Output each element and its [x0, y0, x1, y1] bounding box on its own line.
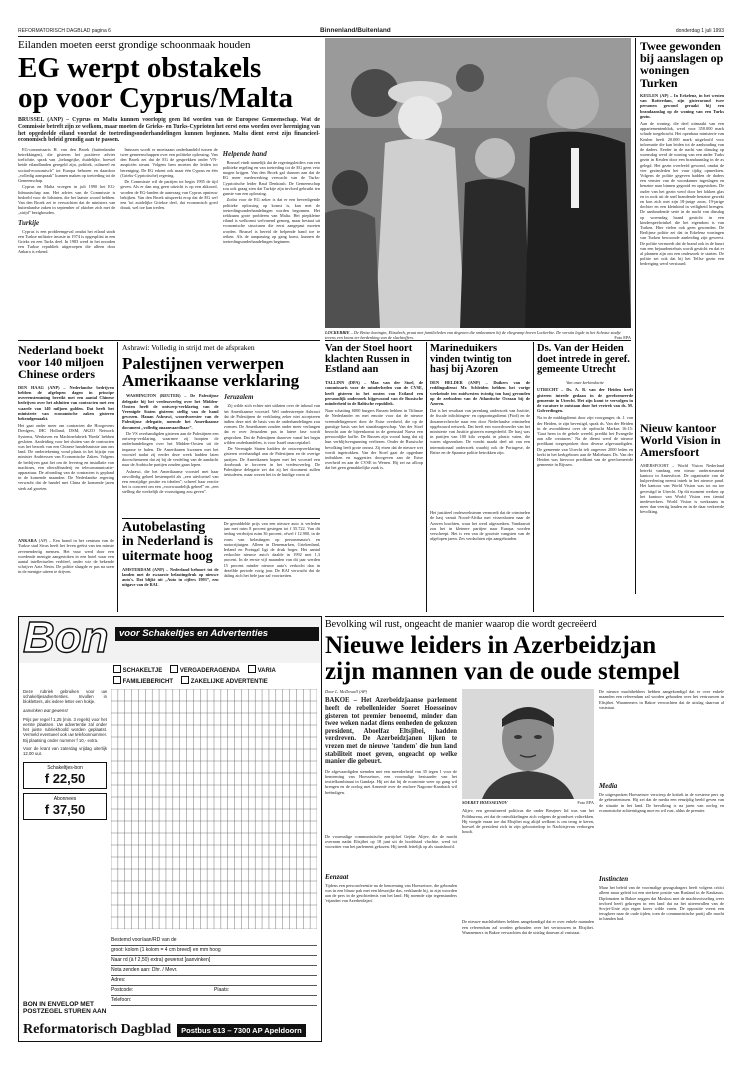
vander-stoel-lead: TALLINN (DPA) – Max van der Stoel, de commissaris voor de minderheden van de CVSE, heeft gisteren in het oosten van Estland een persoonlijk onderzoek bijgewoond van de Russische minderheid in de Baltische republiek. — [325, 380, 423, 406]
coupon-price: f 22,50 — [44, 771, 86, 787]
azerbaijan-subhead-eenzaat: Eenzaat — [325, 872, 349, 881]
checkbox-icon[interactable] — [113, 676, 121, 684]
column-rule — [635, 38, 636, 594]
azerbaijan-headline-line-1: Nieuwe leiders in Azerbeidzjan — [325, 632, 657, 660]
cyprus-paragraph: Intussen wordt er moeizaam onderhandeld tussen de twee gemeenschappen over een politieke oplossing. Van den Broek zei dat de EG de gesprekken onder VN-auspiciën steunt. Volgens hem moeten die leiden tot hereniging. De EG erkent ook maar één Cyprus en één (Grieks-Cypriotische) regering. — [120, 146, 218, 178]
coupon-envelope-line-1: BON IN ENVELOP MET — [23, 1001, 95, 1008]
coupon-prices: Prijs per regel f 1,25 (min. 3 regels) voor het eerste plaatsen. Uw advertentie zal onder het juiste rubriekhoofd worden geplaatst. Vermeld eventueel ook uw telefoonnummer. Bij plaatsing onder nummer f 10,- extra. — [23, 716, 107, 743]
coupon-grid[interactable] — [111, 689, 321, 934]
coupon-address-bar — [19, 1019, 321, 1041]
section-rule — [325, 340, 631, 341]
coupon-field-5[interactable]: Adres: — [111, 976, 317, 986]
azerbaijan-subhead-instincten: Instincten — [599, 875, 629, 884]
azerbaijan-col-3 — [599, 689, 724, 1029]
coupon-fields — [19, 934, 321, 1006]
palestinians-lead: WASHINGTON (REUTER) – De Palestijnse delegatie bij het vredesoverleg over het Midden-Oosten heeft de ontwerp-verklaring van de Verenigde Staten gisteren stellig van de hand gewezen. Hanan Ashrawi, woordvoerster van de Palestijnse delegatie, noemde het Amerikaanse document „volledig onaanvaardbaar”. — [122, 393, 219, 430]
coupon-instructions-column — [19, 689, 111, 934]
lockerbie-caption-text: – De Britse koningin, Elizabeth, praat met familieleden van degenen die omkwamen bij de vliegramp boven Lockerbie. De vorstin legde in het Schotse stadje tevens een krans ter herdenking van de slachtoffers. — [325, 330, 621, 341]
coupon-banner — [19, 617, 321, 663]
cyprus-headline-line-2: op voor Cyprus/Malta — [18, 81, 293, 114]
coupon-options — [109, 663, 321, 687]
palestinians-col-2 — [224, 393, 321, 511]
cyprus-headline-line-1: EG werpt obstakels — [18, 52, 262, 85]
header-left: REFORMATORISCH DAGBLAD pagina 6 — [18, 28, 111, 34]
azerbaijan-paragraph: De voormalige communistische partijchef Gejdar Alijev, die de macht overnam nadat Eltsjibei op 18 juni uit de hoofdstad vluchtte, werd tot voorzitter van het parlement gekozen. Hij treedt feitelijk op als staatshoofd. — [325, 833, 457, 850]
coupon-title: Bon — [23, 616, 109, 662]
azerbaijan-col-2 — [462, 689, 594, 1029]
palestinians-subhead: Jeruzalem — [223, 393, 254, 402]
coupon-field-2[interactable]: groot: kolom (1 kolom = 4 cm breed) en mm hoog — [111, 946, 317, 956]
lockerbie-caption-label: LOCKERBIE — [325, 330, 350, 335]
lockerbie-photo-credit: Foto EPA — [614, 335, 631, 341]
azerbaijan-paragraph: Tijdens een persconferentie na de benoeming van Hoesseinov, die gebonden was in een blauw pak met een kleurrijke das, verklaarde hij, in zijn woorden aan de pers in de geschiedenis van het land. Hij noemde zijn tegenstanders 'vijanden van Azerbeidzjan'. — [325, 882, 457, 904]
coupon-field-4[interactable]: Nota zenden aan: Dhr. / Mevr. — [111, 966, 317, 976]
coupon-option-vergaderagenda[interactable] — [170, 665, 240, 674]
checkbox-icon[interactable] — [248, 665, 256, 673]
cyprus-article — [18, 38, 320, 336]
cyprus-paragraph: EG-commissaris H. van den Broek (buitenlandse betrekkingen), die gisteren het positieve advies toelichtte, sprak van „belangrijke, duidelijke, hoewel beide eilandlanden geregeld zijn, politiek, cultureel en sociaal-economisch” tot Europa behoren en daardoor „volledig aanspraak” kunnen maken op toetreding tot de Gemeenschap. — [18, 146, 116, 183]
marine-body: Dat is het resultaat van jarenlang onderzoek van Justitie, de fiscale inlichtingen- en opsporingsdienst (Fiod) en de douanerecherche naar een door Nederlandse criminelen opgebouwd netwerk. Dat heeft een woordvoerder van het ministerie van Justitie gisteren meegedeeld. De hasj was in partijen van 100 kilo verpakt in plastic vaten, die waren afgezonken. De vondst maakt deel uit van een internationaal onderzoek waarbij ook de Portugese, de Britse en de Spaanse politie betrokken zijn. — [430, 408, 530, 455]
world-vision-body: AMERSFOORT – World Vision Nederland betrekt vandaag een nieuw ondersteunend kantoor in Amersfoort. De organisatie van de hulpverlening neemt intrek in het nieuwe pand. Het kantoor van World Vision was tot nu toe gevestigd in Utrecht. Op dit moment werken op het kantoor van World Vision een tiental medewerkers. World Vision is werkzaam in meer dan veertig landen en in de daar verkeerde bevolking. — [640, 462, 724, 515]
palestinians-paragraph: De Verenigde Staten hadden de ontwerpverklaring gisteren overhandigd aan de Palestijnen en de overige partijen. De Amerikanen hopen met het voorstel een doorbraak te forceren in het vredesoverleg. De Palestijnse delegatie zei dat zij het document zullen bestuderen, maar wezen het in de huidige vorm af. — [223, 446, 320, 478]
coupon-closing: Voor de krant van zaterdag vrijdag uiterlijk 12.00 uur. — [23, 745, 107, 757]
coupon-envelope-notice — [23, 1001, 106, 1015]
autobelasting-lead: AMSTERDAM (ANP) – Nederland behoort tot de landen met de zwaarste belastingdruk op nieuwe auto's. Dat blijkt uit „Auto in cijfers 1993”, een uitgave van de RAI. — [122, 566, 219, 588]
azerbaijan-headline-line-2: zijn mannen van de oude stempel — [325, 657, 680, 685]
coupon-option-label: VERGADERAGENDA — [179, 668, 240, 674]
coupon-paper-name: Reformatorisch Dagblad — [23, 1022, 172, 1037]
section-rule — [122, 518, 320, 519]
world-vision-headline: Nieuw kantoor World Vision in Amersfoort — [640, 420, 721, 460]
marine-body-2: Het justitieel onderzoeksteam vermoedt dat de criminelen de hasj vanuit Noord-Afrika met vissersboten naar de Azoren brachten, waar het werd afgezonken. Vandaaruit zou het in kleinere partijen naar Europa worden verscheept. Het is een van de grootste vangsten van de afgelopen jaren. Zes verdachten zijn aangehouden. — [430, 510, 530, 542]
coupon-option-varia[interactable] — [248, 665, 276, 674]
hoesseinov-photo-credit: Foto EPA — [577, 800, 594, 806]
column-rule — [533, 342, 534, 612]
newspaper-page — [18, 28, 724, 1040]
coupon-option-label: ZAKELIJKE ADVERTENTIE — [190, 679, 268, 685]
lockerbie-photo-image — [325, 38, 631, 328]
section-rule — [18, 340, 320, 341]
cyprus-paragraph: Cyprus is een probleemgeval omdat het eiland sinds een Turkse militaire invasie in 1974 is opgesplitst in een Grieks en een Turks deel. In 1983 werd in het noorden een Turkse republiek uitgeroepen die alleen door Ankara is erkend. — [18, 228, 116, 255]
coupon-strapline: voor Schakeltjes en Advertenties — [115, 627, 319, 641]
coupon-instructions: Deze rubriek gebruiken voor uw schakeltjesadvertenties. Invullen in blokletters, als iedere letter een hokje. — [23, 689, 107, 705]
turks-article — [640, 40, 724, 595]
van-der-heiden-lead: UTRECHT – Ds. A. B. van der Heiden heeft gisteren intrede gedaan in de gereformeerde gemeente in Utrecht. Het zijn komt te vervolgen in de vacature te ontstaan door het vertrek van ds. M. Golverdingen. — [537, 387, 633, 414]
marine-article — [430, 344, 530, 614]
coupon-field-1[interactable]: Bestemd voor/aan/RD van de — [111, 936, 317, 946]
lockerbie-photo — [325, 38, 631, 328]
lockerbie-caption — [325, 330, 631, 340]
hoesseinov-caption-text: SOERET HOESSEINOV — [462, 800, 508, 806]
turks-body: Aan de woning, die deel uitmaakt van een appartementenblok, werd voor 350.000 mark schade toegebracht. Het openbaar ministerie van Keulen heeft 20.000 mark uitgeloofd voor informatie die kan leiden tot de aanhouding van de daders. Eerder in de nacht van dinsdag op woensdag werd de woning van een ander Turks gezin in Keulen door een brandaanslag in de as gelegd. Het gezin overleefd gewond, omdat de vier gezinsleden het vuur tijdig opmerkten. Volgens de politie gegeven hadden de daders een venster van de woonkamer ingeslagen en benzine naar binnen gegooid en opgestoken. De ouder van het gezin werd door het lokken glas en in rook uit de snel brandende benzine gewekt en kon zich met zijn 18-jarige zoon, 19-jarige dochter en een kleinkind in veiligheid brengen. De aanhoudende serie in de nacht van dinsdag op woensdag brand gesticht in een kinderspeelwinkel die het eigendom is van Turken. Hier vielen ook geen gewonden. De Berlijnse politie zei dat in Erkelenz woningen van Turken bewoonde aanleiding zijn geweest. De politie vermoedt dat de brand ook in de buurt van een bejaardentehuis wordt gesticht en dat er al plannen zijn om een onderzoek te starten. De politie zei ook dat bij het Telfse gezin een bedreiging werd verstuurd. — [640, 120, 724, 267]
azerbaijan-byline: Door L. McDowall (AP) — [325, 689, 368, 695]
coupon-field-6[interactable]: Postcode: — [111, 987, 134, 993]
checkbox-icon[interactable] — [113, 665, 121, 673]
palestinians-paragraph: De VS overhandigden gisteren aan de Palestijnen een ontwerp-verklaring, waarmee zij hoopten de onderhandelingen over het Midden-Oosten uit de impasse te halen. De Amerikanen kwamen met het voorstel nadat zij eerder deze week hadden laten doorschemeren dat zij bij de verdeling van de aandacht naar de Arabische partijen zouden gaan lopen. — [122, 430, 219, 468]
coupon-option-label: VARIA — [257, 668, 276, 674]
coupon-option-label: FAMILIEBERICHT — [122, 679, 174, 685]
cyprus-col-1 — [18, 147, 115, 327]
checkbox-icon[interactable] — [170, 665, 178, 673]
azerbaijan-paragraph: De nieuwe machthebbers hebben aangekondigd dat er over enkele maanden een referendum zal worden gehouden over het vertrouwen in Eltsjibei. Waarnemers in Bakoe verwachten dat de uitslag daarvan al vaststaat. — [599, 689, 724, 710]
palestinians-col-1 — [122, 393, 219, 511]
chinese-orders-lead: DEN HAAG (ANP) – Nederlandse bedrijven hebben de afgelopen dagen in principe overeenstemming bereikt met een aantal Chinese bedrijven over het afsluiten van contracten met een waarde van 140 miljoen gulden. Dat heeft het ministerie van economische zaken gisteren bekendgemaakt. — [18, 384, 114, 421]
azerbaijan-subhead-media: Media — [599, 782, 618, 791]
header-date: donderdag 1 juli 1993 — [675, 28, 724, 34]
cyprus-paragraph: Cyprus en Malta vroegen in juli 1990 het EG-lidmaatschap aan. Het advies van de Commissie is bedoeld voor de lidstaten, die het laatste woord hebben. Van den Broek zei te verwachten dat de ministers van buitenlandse zaken in september of oktober zich met de „strijd” bezighouden. — [18, 184, 116, 216]
ankara-brief-dateline: ANKARA — [18, 538, 37, 544]
coupon-option-zakelijke-advertentie[interactable] — [181, 676, 268, 685]
autobelasting-body: De gemiddelde prijs van een nieuwe auto is verleden jaar met ruim 8 procent gestegen tot f 35.722. Van dit bedrag verdwijnt ruim 36 procent, ofwel f 12.900, in de vorm van belastingen op personenauto's en motorrijtuigen. Alleen in Denemarken, Griekenland, Ierland en Portugal ligt de druk hoger. Het aantal verkochte nieuwe auto's daalde in 1992 met 1,3 procent. In de eerste vijf maanden van dit jaar werden 15 procent minder nieuwe auto's verkocht dan in dezelfde periode vorig jaar. De RAI verwacht dat de daling zich het hele jaar zal voortzetten. — [223, 521, 320, 579]
coupon-price-box-2 — [23, 793, 107, 820]
palestinians-headline: Palestijnen verwerpen Amerikaanse verklaring — [122, 353, 300, 390]
column-rule — [117, 342, 118, 612]
azerbaijan-paragraph: De uitgesproken Hoesseinov verwierp de kritiek in de westerse pers op de gebeurtenissen. Hij zei dat de media een eenzijdig beeld geven van de situatie in het land. De bevolking is na jaren van oorlog en economische achteruitgang moe en wil rust, aldus de premier. — [599, 792, 724, 813]
hoesseinov-caption — [462, 800, 594, 805]
cyprus-paragraph: De Commissie wil de partijen tot begin 1995 de tijd geven. Als er dan nog geen uitzicht is op een akkoord, worden de EG-landen de aanvraag van Cyprus opnieuw bekijken. Van den Broek uitspreekt erop dat de EG wel een 'tot zuidelijke Griekse deel, dat economisch goed draait, wel toe kan treden. — [120, 179, 218, 211]
coupon-price-box-1 — [23, 762, 107, 789]
turks-lead: KEULEN (AP) – In Erkelenz, in het westen van Rotterdam, zijn gisteravond twee personen gewond geraakt bij een brandaanslag op de woning van een Turks gezin. — [640, 92, 724, 119]
cyprus-col-2 — [120, 147, 217, 327]
azerbaijan-lead: BAKOE – Het Azerbeidzjaanse parlement heeft de rebellenleider Soeret Hoesseinov gisteren tot premier benoemd, minder dan twee weken nadat diens eenheden de gekozen president, Aboelfaz Eltsjibei, hadden verdreven. De Azerbeidzjanen lijken te vrezen met de nieuwe 'tandem' die hun land stabiliteit moet geven, ongeacht op welke manier die gebeurt. — [325, 697, 457, 766]
coupon-option-familiebericht[interactable] — [113, 676, 173, 685]
van-der-heiden-body: Na in de middagdienst door zijn voorganger, ds. J. van der Heiden, te zijn bevestigd, sprak ds. Van der Heiden in de avonddienst over de opdracht Markus 16:15: 'Gaat heen in de gehele wereld, predikt het Evangelie aan alle creaturen.' Na de dienst werd de nieuwe predikant toegesproken door diverse afgevaardigden. De gemeente van Utrecht telt ongeveer 2000 leden en kerkt in het kerkgebouw aan de Maliebaan. Ds. Van der Heiden was hiervoor predikant van de gereformeerde gemeente in Rijssen. — [537, 415, 633, 468]
column-rule — [426, 342, 427, 612]
coupon-letter-grid[interactable] — [111, 689, 317, 929]
vander-stoel-headline: Van der Stoel hoort klachten Russen in Estland aan — [325, 344, 413, 376]
azerbaijan-article — [325, 620, 724, 1040]
coupon-envelope-line-2: POSTZEGEL STUREN AAN — [23, 1008, 107, 1015]
cyprus-col-3 — [223, 147, 320, 327]
autobelasting-article — [122, 521, 320, 611]
azerbaijan-paragraph: De nieuwe machthebbers hebben aangekondigd dat er over enkele maanden een referendum zal worden gehouden over het vertrouwen in Eltsjibei. Waarnemers in Bakoe verwachten dat de uitslag daarvan al vaststaat. — [462, 919, 594, 935]
palestinians-paragraph: Ashrawi, die het Amerikaanse voorstel met haar onvolledig geheel bestempeld als „een uitvloeisel van een eenzijdige positie en idealen”, schreef haar reactie het is concreet om een „voorwaardelijk geheel” en „een stelling die werkelijk de vooruitgang zou geven”. — [122, 468, 219, 495]
cyprus-paragraph: Brussel vindt namelijk dat de regeringsleiders van een politieke regeling en van toetreding tot de EG geen veto mogen krijgen. Van den Broek gaf daarom aan dat de EG meer medewerking verwacht van de Turks-Cypriotische leider Rauf Denktash. De Gemeenschap zou ook graag zien dat Turkije zijn invloed gebruikt ten gunste van een oplossing. — [222, 159, 320, 196]
coupon-field-7[interactable]: Plaats: — [214, 987, 230, 993]
cyprus-paragraph: Zodra voor de EG zeker is dat er een bevredigende politieke oplossing op komst is, kan met de toetredingsonderhandelingen worden begonnen. Het zeldzaam grote probleem van Malta. Het piepkleine eiland is welkomst welvarend genoeg, maar bestaat uit economische structuren die eerst aangepast moeten worden. Brussel is bereid de helpende hand toe te reiken. Als de aanpassing op gang komt, kunnen de toetredingsonderhandelingen beginnen. — [222, 197, 320, 244]
header-rule — [18, 36, 724, 37]
coupon-field-postcode-row — [111, 986, 317, 996]
azerbaijan-paragraph: Alijev, een geroutineerd politicus die onder Brezjnev lid was van het Politbureau, zei dat de ontwikkelingen zich volgens de grondwet voltrekken. Hij voegde eraan toe dat Eltsjibei nog altijd welkom is om terug te keren, hoewel de president zich in zijn geboortedorp in Nachitsjevan verborgen houdt. — [462, 808, 594, 835]
azerbaijan-col-1 — [325, 689, 457, 1029]
coupon-option-schakeltje[interactable] — [113, 665, 162, 674]
coupon-price-label: Abonnees — [53, 796, 77, 803]
cyprus-kicker: Eilanden moeten eerst grondige schoonmaak houden — [18, 39, 251, 51]
van-der-heiden-article — [537, 344, 633, 614]
vander-stoel-article — [325, 344, 423, 614]
cyprus-lead: BRUSSEL (ANP) – Cyprus en Malta kunnen voorlopig geen lid worden van de Europese Gemeenschap. Wat de Commissie betreft zijn ze welkom, maar moeten de Grieks- en Turks-Cyprioten het eerst eens worden over hereniging van het opgedeelde eiland voordat de toetredingsonderhandelingen kunnen beginnen. Malta dient eerst zijn financieel-economisch beleid grondig aan te passen. — [18, 117, 320, 144]
checkbox-icon[interactable] — [181, 676, 189, 684]
palestinians-kicker: Ashrawi: Volledig in strijd met de afspraken — [122, 344, 255, 352]
autobelasting-col-1 — [122, 521, 219, 609]
marine-lead: DEN HELDER (ANP) – Duikers van de reddingsdienst Mr. Schleiden hebben het vorige weekeinde ten zuidwesten twintig ton hasj gevonden op de zeebodem van de Atlantische Oceaan bij de Azoren. — [430, 380, 530, 406]
vander-stoel-body: Naar schatting 6000 burgers Russen hebben in Tiilimae de Nederlander en met emotie voor dat de nieuwe vreemdelingenwet door de Estse overheid, die op de gunstige basis van het staatsburgerschap. Van der Stoel bezocht aan de bijeenkomst in de grensstad Narva een persoonlijke koffie. De Russen zijn vooral bang dat zij hun verblijfsvergunning verliezen. Onder de Russische bevolking leeft grote onrust. Zij eisen dat de nieuwe wet wordt ingetrokken. Van der Stoel gaat de opgedane indrukken en suggesties doorgeven aan de Estse overheid en aan de CVSE in Wenen. Hij zei na afloop dat het geen gemakkelijke zaak is. — [325, 408, 423, 471]
ankara-brief-text: (AP) – Een brand in het centrum van de Turkse stad Sivas heeft het leven geëist van ten minste zevenendertig mensen. Het vuur werd door een woedende menigte aangestoken in een hotel waar een aantal intellectuelen verbleef, onder wie de bekende schrijver Aziz Nesin. De politie slaagde er pas na uren in de menigte uiteen te drijven. — [18, 538, 114, 575]
turks-headline: Twee gewonden bij aanslagen op woningen Turken — [640, 40, 724, 90]
coupon-postbus: Postbus 613 – 7300 AP Apeldoorn — [177, 1024, 306, 1037]
palestinians-paragraph: Zij wilde zich echter niet uitlaten over de inhoud van het Amerikaanse voorstel. Wel onderstreepte Ashrawi dat de Palestijnen de verklaring zeker niet accepteren indien deze niet de basis van de onderhandelingen zou vormen. De Amerikanen zouden onder meer verlangen dat er over Jeruzalem pas in latere fase wordt gesproken. Dat de Palestijnen daarover vanaf het begin wilden onderhandelen, is voor Israël onacceptabel. — [223, 403, 320, 445]
van-der-heiden-kicker: Van onze kerkredactie — [566, 380, 604, 386]
coupon-option-label: SCHAKELTJE — [122, 668, 163, 674]
coupon-field-3[interactable]: Naar rd (à f 2,50) extra) gewenst [aanvinken] — [111, 956, 317, 966]
header-section: Binnenland/Buitenland — [320, 27, 391, 34]
chinese-orders-article — [18, 344, 114, 612]
advertisement-coupon — [18, 616, 322, 1042]
hoesseinov-photo-image — [462, 689, 594, 799]
van-der-heiden-headline: Ds. Van der Heiden doet intrede in geref. gemeente Utrecht — [537, 344, 630, 376]
azerbaijan-paragraph: De afgevaardigden stemden met een meerderheid van 35 tegen 1 voor de benoeming van Hoesseinov, een voormalige bestuurder van het textielkombinaat in Gandzja. Hij zei dat hij de economie weer op gang wil brengen en de oorlog met Armenië over de enclave Nagorno-Karabach wil beëindigen. — [325, 768, 457, 795]
chinese-orders-headline: Nederland boekt voor 140 miljoen Chinese orders — [18, 344, 104, 382]
azerbaijan-kicker: Bevolking wil rust, ongeacht de manier waarop die wordt gecreëerd — [325, 620, 597, 630]
coupon-price: f 37,50 — [44, 802, 86, 818]
azerbaijan-paragraph: Maar het beleid van de voormalige gezagsdragers heeft volgens critici alleen maar geleid tot een sterkere positie van Rusland in de Kaukasus. Diplomaten in Bakoe zeggen dat Moskou met de machtswisseling weer invloed heeft gekregen in een land dat na het uiteenvallen van de Sovjet-Unie zijn eigen koers wilde varen. De oppositie vreest een terugkeer naar de oude tijden, toen de communistische partij alle macht in handen had. — [599, 885, 724, 922]
ankara-brief — [18, 538, 114, 574]
cyprus-subhead-turkije: Turkije — [18, 218, 40, 227]
coupon-field-8[interactable]: Telefoon: — [111, 996, 317, 1006]
coupon-line-label: aanvinken wat gewenst — [23, 707, 68, 713]
cyprus-subhead-helpende-hand: Helpende hand — [222, 149, 267, 158]
palestinians-article — [122, 344, 320, 514]
chinese-orders-body: Het gaat onder meer om contracten die Hoogovens Dredgers, IHC Holland, DSM, AKZO Network Systems, Weshaven en Machinefabriek 'Breda' hebben gesloten. Aanleiding voor het sluiten van de contracten was het bezoek van een Chinese handelsmissie aan ons land. De ondertekening vond plaats in het bijzijn van minister Andriessen van Economische Zaken. Volgens de bedrijven gaat het om de levering en installatie van machines, een olieraffinaderij en telecommunicatie-apparatuur. De afronding van de contracten is gepland in de komende maanden. De Nederlandse regering verwacht dat de handel met China de komende jaren sterk zal groeien. — [18, 423, 114, 491]
marine-headline: Marineduikers vinden twintig ton hasj bij Azoren — [430, 344, 512, 376]
coupon-price-label: Schakeltjes-bon — [47, 765, 83, 772]
autobelasting-headline: Autobelasting in Nederland is uitermate hoog — [122, 521, 214, 564]
hoesseinov-photo — [462, 689, 594, 799]
section-rule — [325, 616, 724, 617]
